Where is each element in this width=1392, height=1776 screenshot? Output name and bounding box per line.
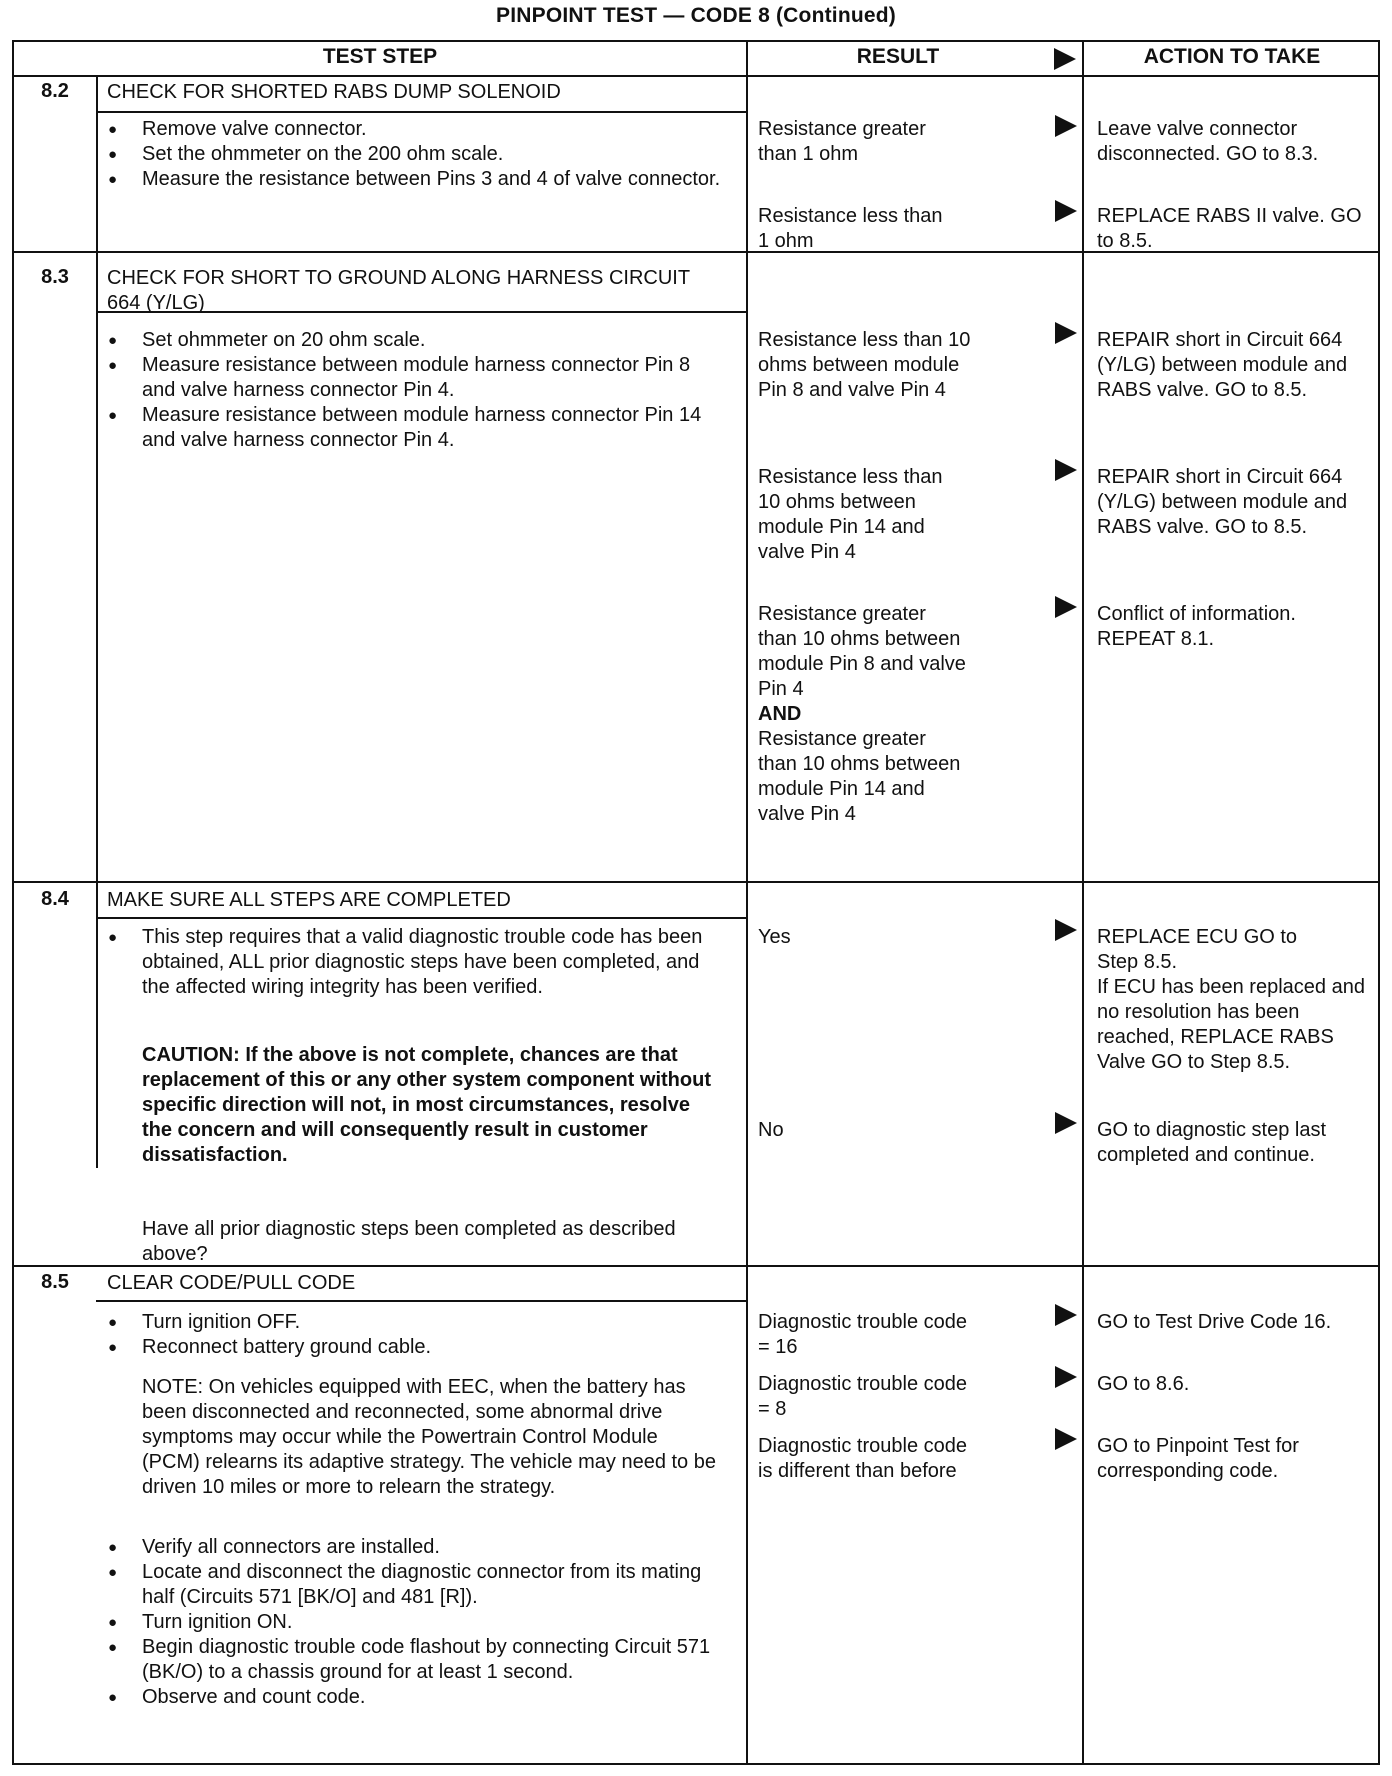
result-and: AND: [758, 703, 802, 725]
header-rule: [14, 75, 1378, 77]
step-bullets: [102, 1310, 722, 1360]
arrow-icon: [1055, 459, 1077, 481]
result-text: Resistance less than 1 ohm: [758, 205, 943, 252]
bullet-item: ● Measure resistance between module harness connector Pin 8 and valve harness connector Pin 4.: [102, 353, 722, 403]
step-number: 8.3: [41, 266, 69, 288]
arrow-icon: [1055, 1304, 1077, 1326]
bullet-item: ● This step requires that a valid diagnostic trouble code has been obtained, ALL prior diagnostic steps have been completed, and the affected wiring integrity has been verified.: [102, 925, 722, 1000]
step-number: 8.5: [41, 1271, 69, 1293]
step-title: CHECK FOR SHORT TO GROUND ALONG HARNESS CIRCUIT 664 (Y/LG): [107, 267, 690, 314]
action-text: Conflict of information. REPEAT 8.1.: [1097, 603, 1296, 650]
bullet-item: ● Turn ignition OFF.: [102, 1310, 722, 1335]
bullet-item: ● Verify all connectors are installed.: [102, 1535, 722, 1560]
bullet-item: ● Set the ohmmeter on the 200 ohm scale.: [102, 142, 722, 167]
arrow-icon: [1055, 1428, 1077, 1450]
action-primary: REPLACE ECU GO to Step 8.5.: [1097, 926, 1298, 973]
bullet-item: ● Remove valve connector.: [102, 117, 722, 142]
row-rule-8-4: [14, 881, 1378, 883]
arrow-icon: [1055, 322, 1077, 344]
action-text: GO to Pinpoint Test for corresponding code.: [1097, 1435, 1299, 1482]
step-title: CLEAR CODE/PULL CODE: [107, 1272, 356, 1294]
header-arrow-icon: [1054, 48, 1076, 70]
header-result: RESULT: [856, 45, 940, 68]
title-rule-8-2: [96, 111, 746, 113]
result-text: Diagnostic trouble code = 8: [758, 1373, 968, 1420]
action-text: REPLACE RABS II valve. GO to 8.5.: [1097, 205, 1362, 252]
step-title: CHECK FOR SHORTED RABS DUMP SOLENOID: [107, 81, 561, 103]
title-rule-8-5: [96, 1300, 746, 1302]
arrow-icon: [1055, 1112, 1077, 1134]
bullet-item: ● Measure the resistance between Pins 3 and 4 of valve connector.: [102, 167, 722, 192]
step-bullets: [102, 328, 722, 453]
arrow-icon: [1055, 200, 1077, 222]
step-number: 8.2: [41, 80, 69, 102]
step-bullets: [102, 1535, 722, 1710]
bullet-item: ● Set ohmmeter on 20 ohm scale.: [102, 328, 722, 353]
action-text: Leave valve connector disconnected. GO to 8.3.: [1097, 118, 1319, 165]
result-text: Resistance less than 10 ohms between module Pin 8 and valve Pin 4: [758, 329, 971, 401]
result-text: [758, 602, 968, 827]
action-text: REPAIR short in Circuit 664 (Y/LG) between module and RABS valve. GO to 8.5.: [1097, 329, 1348, 401]
header-action: ACTION TO TAKE: [1143, 45, 1321, 68]
result-text: Resistance greater than 1 ohm: [758, 118, 926, 165]
action-text: GO to 8.6.: [1097, 1373, 1190, 1395]
note-text: NOTE: On vehicles equipped with EEC, when the battery has been disconnected and reconnected, some abnormal drive symptoms may occur while the Powertrain Control Module (PCM) relearns its adaptive strategy. The vehicle may need to be driven 10 miles or more to relearn the strategy.: [142, 1376, 716, 1498]
action-text: GO to Test Drive Code 16.: [1097, 1311, 1332, 1333]
col-divider-num: [96, 76, 98, 1168]
result-text: Diagnostic trouble code is different than before: [758, 1435, 968, 1482]
action-text: [1097, 925, 1379, 1075]
bullet-item: ● Reconnect battery ground cable.: [102, 1335, 722, 1360]
step-bullets: [102, 925, 722, 1000]
title-rule-8-4: [96, 917, 746, 919]
result-part-b: Resistance greater than 10 ohms between module Pin 14 and valve Pin 4: [758, 728, 961, 825]
bullet-item: ● Turn ignition ON.: [102, 1610, 722, 1635]
result-text: Yes: [758, 926, 791, 948]
question-text: Have all prior diagnostic steps been completed as described above?: [142, 1218, 676, 1265]
header-test-step: TEST STEP: [322, 45, 438, 68]
caution-text: CAUTION: If the above is not complete, chances are that replacement of this or any other system component without specific direction will not, in most circumstances, resolve the concern and will consequently result in customer dissatisfaction.: [142, 1044, 711, 1166]
action-text: GO to diagnostic step last completed and continue.: [1097, 1119, 1327, 1166]
bullet-item: ● Locate and disconnect the diagnostic connector from its mating half (Circuits 571 [BK/O] and 481 [R]).: [102, 1560, 722, 1610]
arrow-icon: [1055, 115, 1077, 137]
step-bullets: [102, 117, 722, 192]
col-divider-step: [746, 42, 748, 1763]
bullet-item: ● Observe and count code.: [102, 1685, 722, 1710]
result-part-a: Resistance greater than 10 ohms between module Pin 8 and valve Pin 4: [758, 603, 966, 700]
arrow-icon: [1055, 596, 1077, 618]
bullet-item: ● Begin diagnostic trouble code flashout by connecting Circuit 571 (BK/O) to a chassis ground for at least 1 second.: [102, 1635, 722, 1685]
col-divider-result: [1082, 42, 1084, 1763]
action-extra: If ECU has been replaced and no resolution has been reached, REPLACE RABS Valve GO to Step 8.5.: [1097, 976, 1365, 1073]
result-text: Diagnostic trouble code = 16: [758, 1311, 968, 1358]
step-title: MAKE SURE ALL STEPS ARE COMPLETED: [107, 889, 511, 911]
result-text: Resistance less than 10 ohms between module Pin 14 and valve Pin 4: [758, 466, 943, 563]
result-text: No: [758, 1119, 784, 1141]
arrow-icon: [1055, 1366, 1077, 1388]
action-text: REPAIR short in Circuit 664 (Y/LG) between module and RABS valve. GO to 8.5.: [1097, 466, 1348, 538]
page-title: PINPOINT TEST — CODE 8 (Continued): [496, 4, 896, 27]
arrow-icon: [1055, 919, 1077, 941]
step-number: 8.4: [41, 888, 69, 910]
bullet-item: ● Measure resistance between module harness connector Pin 14 and valve harness connector Pin 4.: [102, 403, 722, 453]
